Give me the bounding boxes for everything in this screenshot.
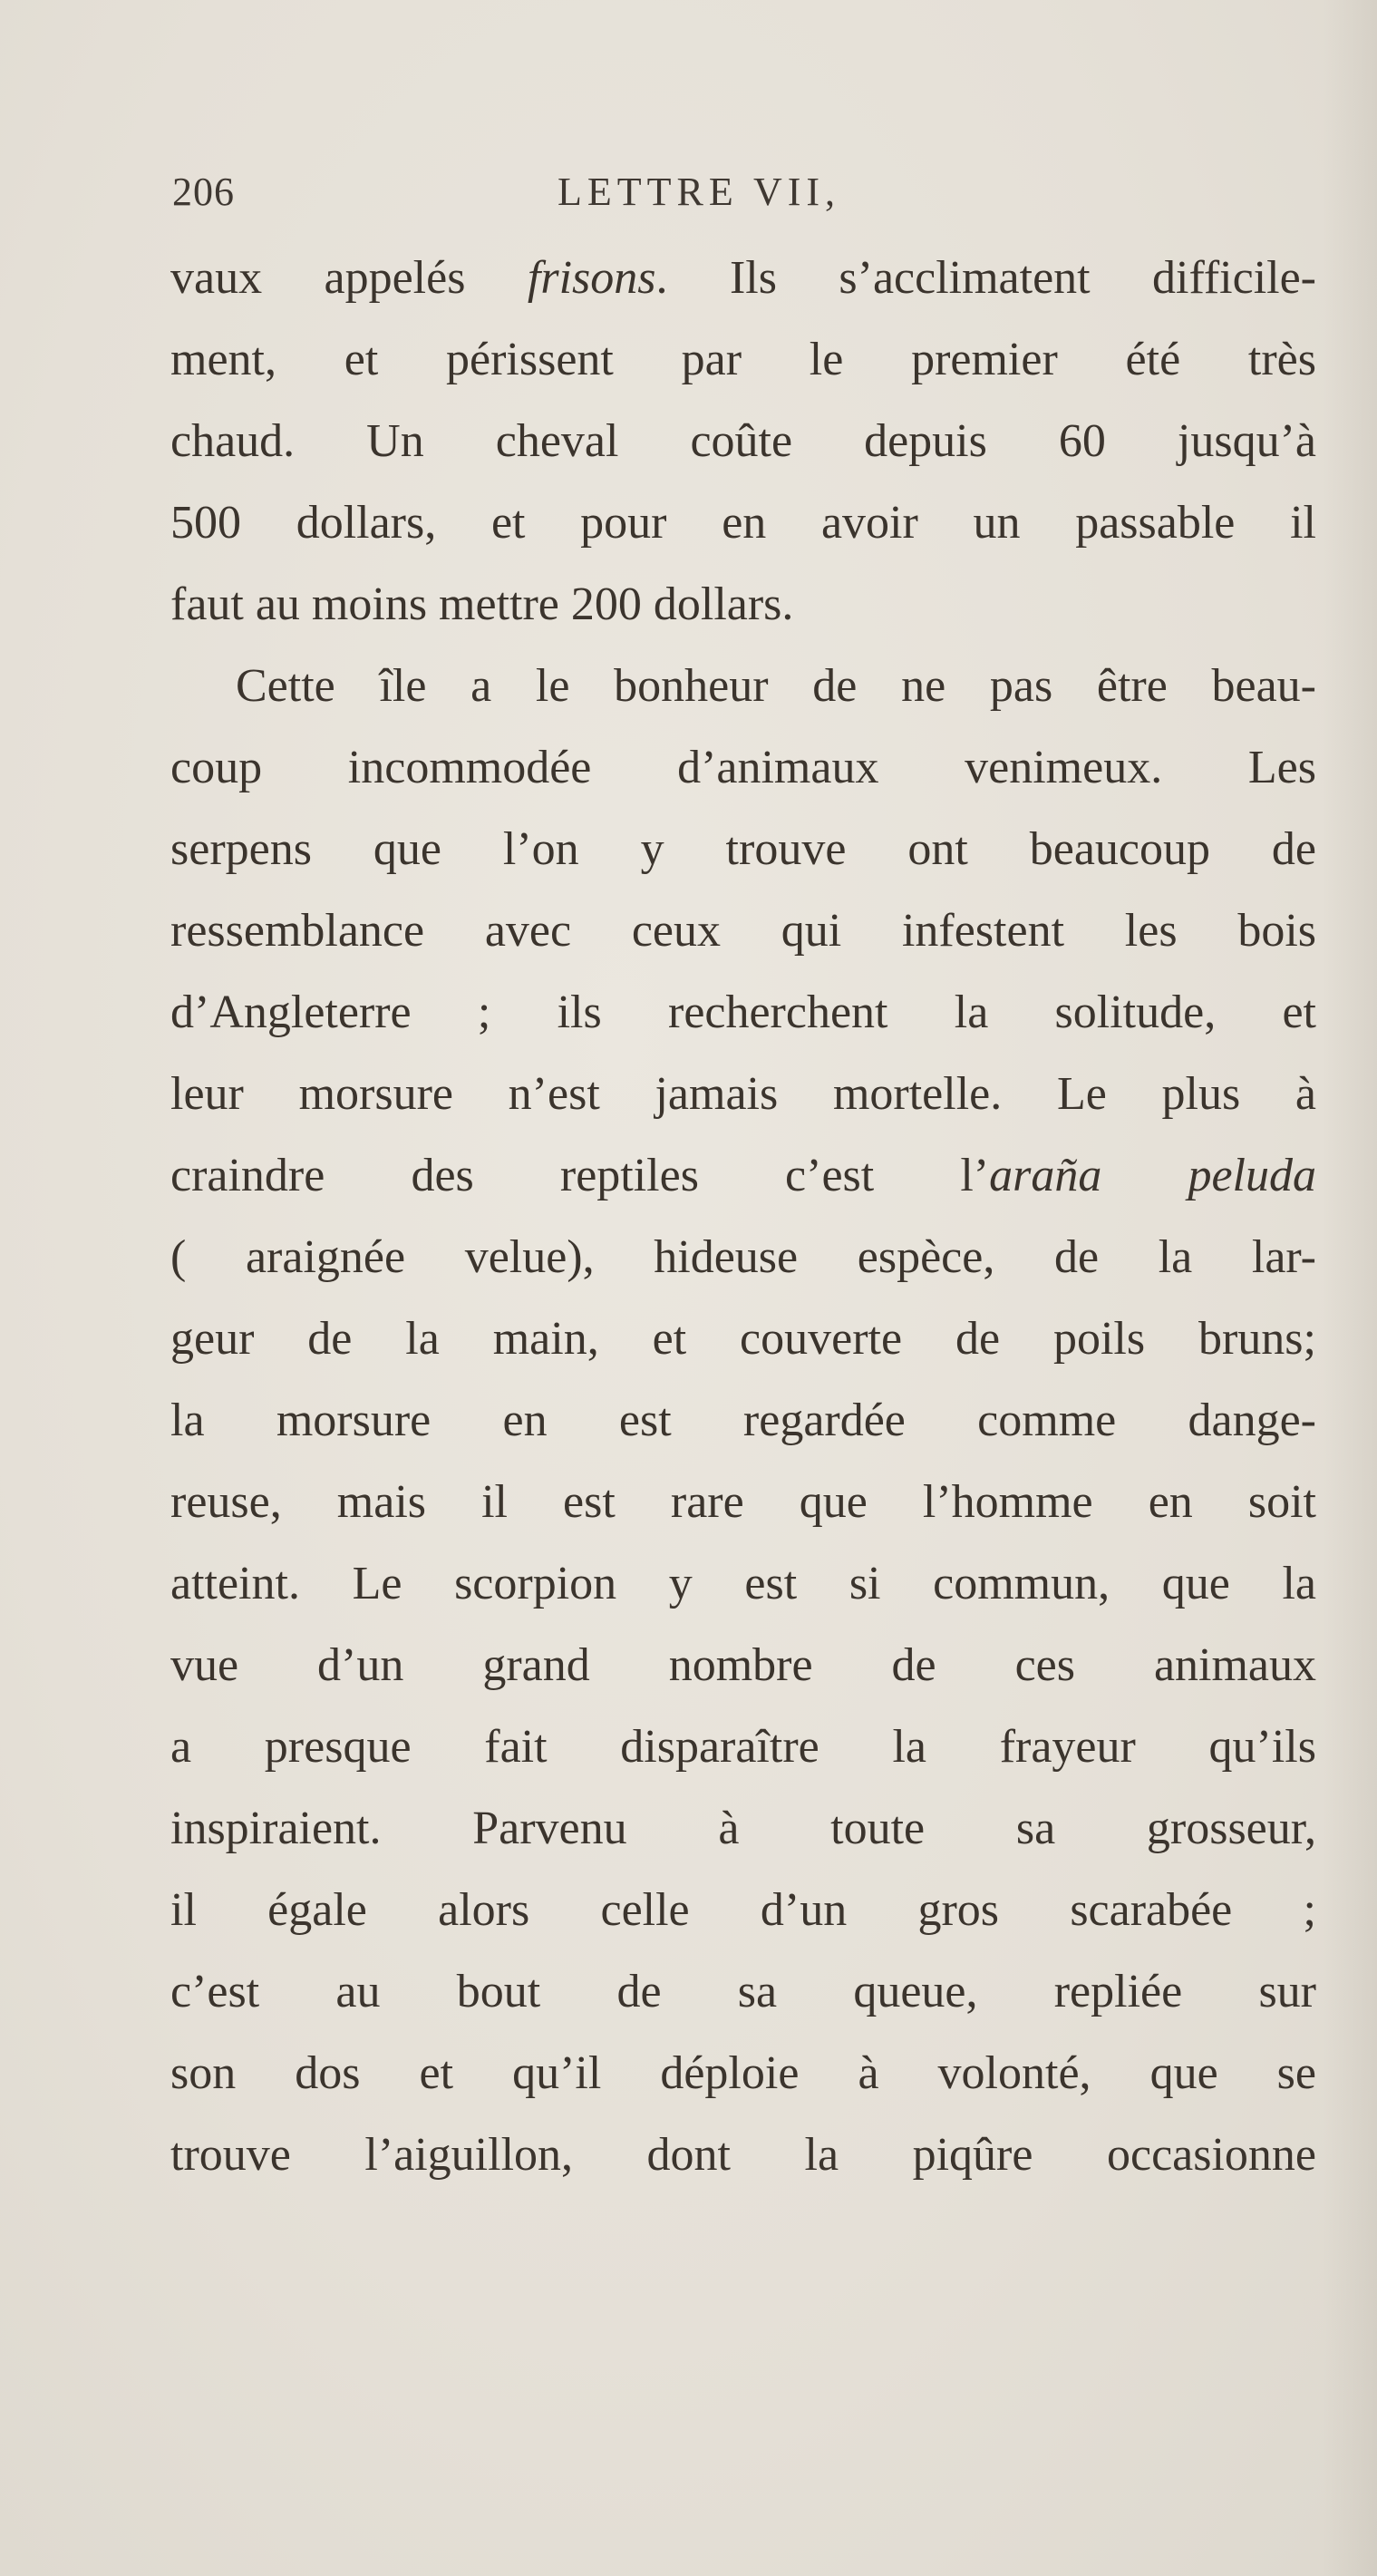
text-line: c’est au bout de sa queue, repliée sur (170, 1966, 1316, 2017)
text-line: son dos et qu’il déploie à volonté, que se (170, 2047, 1316, 2099)
text-line: chaud. Un cheval coûte depuis 60 jusqu’à (170, 415, 1316, 467)
text-line: la morsure en est regardée comme dange- (170, 1395, 1316, 1446)
text-run: vaux appelés (170, 252, 528, 304)
page-number: 206 (172, 170, 235, 214)
text-line: faut au moins mettre 200 dollars. (170, 578, 794, 630)
italic-term: araña peluda (989, 1150, 1316, 1201)
text-line: d’Angleterre ; ils recherchent la solitude, et (170, 987, 1316, 1038)
text-line (170, 1135, 1316, 1217)
text-line: ment, et périssent par le premier été très (170, 334, 1316, 385)
page-header (172, 169, 1316, 223)
page-edge-shadow (1323, 0, 1377, 2576)
text-line: vue d’un grand nombre de ces animaux (170, 1639, 1316, 1691)
text-line: trouve l’aiguillon, dont la piqûre occasionne (170, 2129, 1316, 2181)
text-line: ressemblance avec ceux qui infestent les bois (170, 905, 1316, 957)
text-line: 500 dollars, et pour en avoir un passable il (170, 497, 1316, 549)
text-line: Cette île a le bonheur de ne pas être beau- (236, 660, 1316, 712)
text-line: reuse, mais il est rare que l’homme en soit (170, 1476, 1316, 1528)
text-line: leur morsure n’est jamais mortelle. Le plus à (170, 1068, 1316, 1120)
text-line: geur de la main, et couverte de poils bruns; (170, 1313, 1316, 1365)
italic-term: frisons (527, 252, 656, 304)
text-line (170, 238, 1316, 319)
text-line: ( araignée velue), hideuse espèce, de la lar- (170, 1231, 1316, 1283)
text-line: coup incommodée d’animaux venimeux. Les (170, 742, 1316, 793)
running-head: LETTRE VII, (558, 170, 841, 214)
text-run: craindre des reptiles c’est l’ (170, 1150, 990, 1201)
text-line: a presque fait disparaître la frayeur qu’ils (170, 1721, 1316, 1773)
text-line: il égale alors celle d’un gros scarabée ; (170, 1884, 1316, 1936)
text-line: inspiraient. Parvenu à toute sa grosseur, (170, 1803, 1316, 1854)
text-run: . Ils s’acclimatent difficile- (655, 252, 1316, 304)
body-text (170, 238, 1316, 2196)
text-line: serpens que l’on y trouve ont beaucoup de (170, 823, 1316, 875)
text-line: atteint. Le scorpion y est si commun, que la (170, 1558, 1316, 1609)
